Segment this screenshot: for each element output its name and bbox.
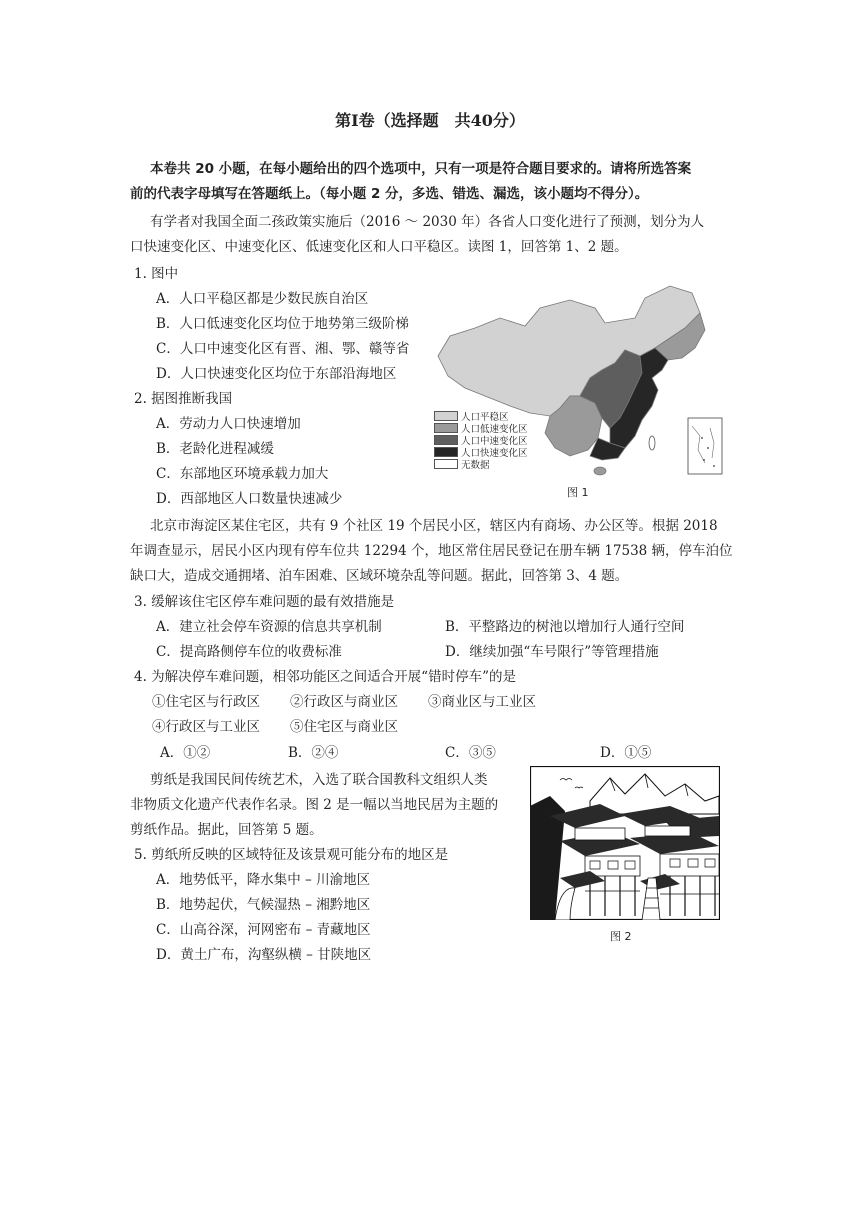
passage3-line-3: 剪纸作品。据此，回答第 5 题。 bbox=[130, 822, 323, 838]
q4-item-4: ④行政区与工业区 bbox=[152, 719, 260, 735]
q5-option-a[interactable]: A．地势低平，降水集中 – 川渝地区 bbox=[156, 872, 371, 888]
q1-option-b[interactable]: B．人口低速变化区均位于地势第三级阶梯 bbox=[156, 316, 409, 332]
q5-option-d[interactable]: D．黄土广布，沟壑纵横 – 甘陕地区 bbox=[156, 947, 372, 963]
papercut-image bbox=[530, 766, 720, 920]
legend-low-swatch bbox=[434, 423, 458, 433]
passage2-line-1: 北京市海淀区某住宅区，共有 9 个社区 19 个居民小区，辖区内有商场、办公区等。根据 2018 bbox=[150, 518, 718, 534]
legend-nodata: 无数据 bbox=[434, 458, 490, 469]
section-title: 第Ⅰ卷（选择题 共40分） bbox=[335, 111, 525, 130]
q4-item-5: ⑤住宅区与商业区 bbox=[290, 719, 398, 735]
legend-stable-swatch bbox=[434, 411, 458, 421]
q2-stem: 2. 据图推断我国 bbox=[134, 391, 233, 407]
q3-option-d[interactable]: D．继续加强“车号限行”等管理措施 bbox=[445, 644, 659, 660]
legend-nodata-swatch bbox=[434, 459, 458, 469]
papercut-graphic bbox=[530, 766, 720, 920]
q3-option-a[interactable]: A．建立社会停车资源的信息共享机制 bbox=[156, 619, 382, 635]
q4-option-c[interactable]: C．③⑤ bbox=[445, 745, 496, 761]
legend-fast-swatch bbox=[434, 447, 458, 457]
q4-item-2: ②行政区与商业区 bbox=[290, 694, 398, 710]
q4-item-3: ③商业区与工业区 bbox=[428, 694, 536, 710]
q4-item-1: ①住宅区与行政区 bbox=[152, 694, 260, 710]
q5-option-b[interactable]: B．地势起伏，气候湿热 – 湘黔地区 bbox=[156, 897, 371, 913]
passage3-line-2: 非物质文化遗产代表作名录。图 2 是一幅以当地民居为主题的 bbox=[130, 797, 499, 813]
map-legend bbox=[434, 410, 544, 470]
instructions-line-2: 前的代表字母填写在答题纸上。（每小题 2 分，多选、错选、漏选，该小题均不得分）。 bbox=[130, 186, 649, 202]
q2-option-c[interactable]: C．东部地区环境承载力加大 bbox=[156, 466, 329, 482]
q4-option-b[interactable]: B．②④ bbox=[288, 745, 339, 761]
passage3-line-1: 剪纸是我国民间传统艺术，入选了联合国教科文组织人类 bbox=[150, 772, 488, 788]
legend-stable: 人口平稳区 bbox=[434, 410, 509, 421]
legend-fast: 人口快速变化区 bbox=[434, 446, 528, 457]
q5-stem: 5. 剪纸所反映的区域特征及该景观可能分布的地区是 bbox=[134, 847, 449, 863]
figure1-caption: 图 1 bbox=[567, 486, 589, 499]
q3-option-c[interactable]: C．提高路侧停车位的收费标准 bbox=[156, 644, 342, 660]
legend-medium: 人口中速变化区 bbox=[434, 434, 528, 445]
passage2-line-2: 年调查显示，居民小区内现有停车位共 12294 个，地区常住居民登记在册车辆 17538 辆，停车泊位 bbox=[130, 543, 733, 559]
q3-option-b[interactable]: B．平整路边的树池以增加行人通行空间 bbox=[445, 619, 685, 635]
q4-stem: 4. 为解决停车难问题，相邻功能区之间适合开展“错时停车”的是 bbox=[134, 669, 516, 685]
q1-stem: 1. 图中 bbox=[134, 266, 179, 282]
q2-option-b[interactable]: B．老龄化进程减缓 bbox=[156, 441, 274, 457]
q4-option-d[interactable]: D．①⑤ bbox=[600, 745, 652, 761]
q5-option-c[interactable]: C．山高谷深，河网密布 – 青藏地区 bbox=[156, 922, 371, 938]
figure2-caption: 图 2 bbox=[610, 930, 632, 943]
q2-option-a[interactable]: A．劳动力人口快速增加 bbox=[156, 416, 301, 432]
passage1-line-1: 有学者对我国全面二孩政策实施后（2016 ～ 2030 年）各省人口变化进行了预测，划分为人 bbox=[150, 214, 705, 230]
legend-medium-swatch bbox=[434, 435, 458, 445]
legend-low: 人口低速变化区 bbox=[434, 422, 528, 433]
q4-option-a[interactable]: A．①② bbox=[160, 745, 211, 761]
q1-option-c[interactable]: C．人口中速变化区有晋、湘、鄂、赣等省 bbox=[156, 341, 410, 357]
passage1-line-2: 口快速变化区、中速变化区、低速变化区和人口平稳区。读图 1，回答第 1、2 题。 bbox=[130, 239, 628, 255]
q1-option-a[interactable]: A．人口平稳区都是少数民族自治区 bbox=[156, 291, 369, 307]
china-population-map bbox=[430, 278, 726, 478]
instructions-line-1: 本卷共 20 小题，在每小题给出的四个选项中，只有一项是符合题目要求的。请将所选答案 bbox=[150, 161, 692, 177]
passage2-line-3: 缺口大，造成交通拥堵、泊车困难、区域环境杂乱等问题。据此，回答第 3、4 题。 bbox=[130, 568, 629, 584]
q3-stem: 3. 缓解该住宅区停车难问题的最有效措施是 bbox=[134, 594, 395, 610]
q1-option-d[interactable]: D．人口快速变化区均位于东部沿海地区 bbox=[156, 366, 397, 382]
q2-option-d[interactable]: D．西部地区人口数量快速减少 bbox=[156, 491, 343, 507]
